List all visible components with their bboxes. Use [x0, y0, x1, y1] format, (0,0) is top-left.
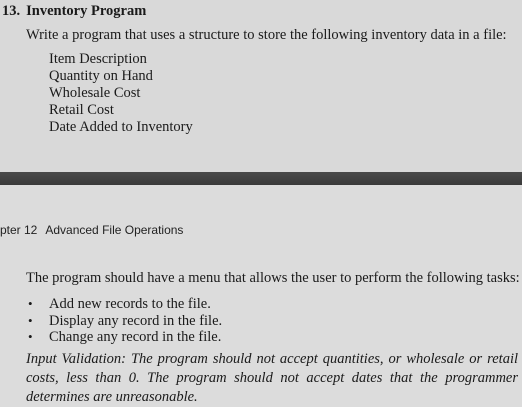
task-text: Display any record in the file. — [49, 312, 223, 329]
exercise-intro: Write a program that uses a structure to store the following inventory data in a file: — [26, 27, 507, 43]
list-item: Wholesale Cost — [49, 85, 141, 101]
list-item — [28, 329, 222, 346]
page-divider — [0, 172, 522, 185]
chapter-title: Advanced File Operations — [45, 223, 184, 237]
list-item — [28, 296, 222, 313]
input-validation-note: Input Validation: The program should not accept quantities, or wholesale or retail costs, less than 0. The program should not accept dates that the programmer determines are unreasonable. — [26, 351, 518, 405]
list-item: Retail Cost — [49, 102, 114, 118]
task-text: Add new records to the file. — [49, 296, 211, 312]
bullet-icon: • — [28, 312, 33, 328]
bullet-icon: • — [28, 329, 33, 344]
exercise-title: Inventory Program — [26, 3, 147, 19]
task-text: Change any record in the file. — [49, 329, 222, 345]
list-item: Quantity on Hand — [49, 68, 153, 84]
list-item: Item Description — [49, 51, 147, 67]
chapter-label: pter 12 — [0, 223, 38, 237]
bullet-icon: • — [28, 296, 33, 311]
list-item: Date Added to Inventory — [49, 119, 193, 135]
page-top — [0, 0, 522, 172]
exercise-number: 13. — [2, 3, 21, 19]
list-item — [28, 313, 222, 330]
inventory-fields-list — [49, 51, 193, 136]
task-list — [28, 296, 222, 346]
exercise-heading — [2, 3, 146, 20]
running-head — [0, 223, 183, 237]
menu-intro: The program should have a menu that allows the user to perform the following tasks: — [26, 270, 520, 286]
